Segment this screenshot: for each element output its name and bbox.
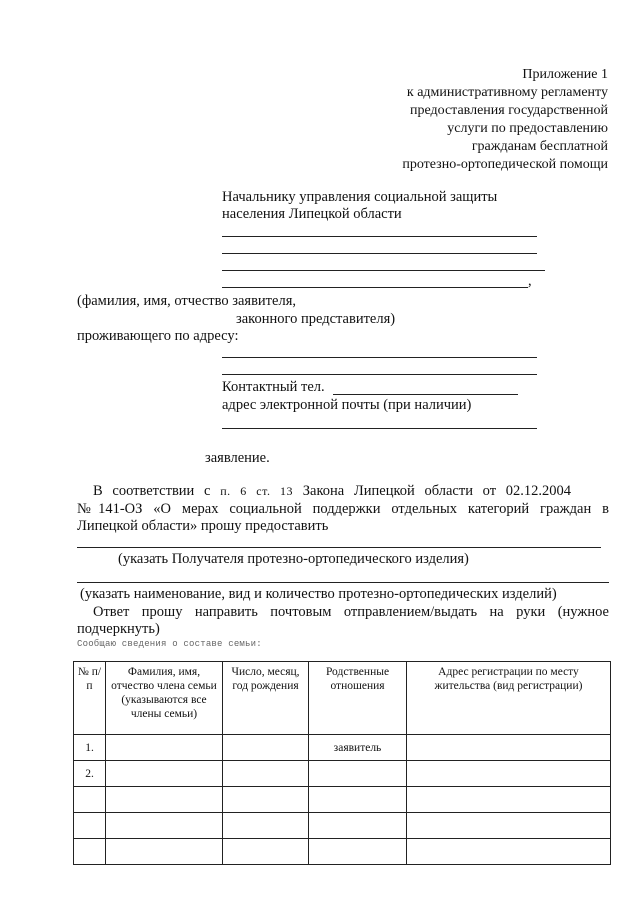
applicant-blank-line[interactable] <box>222 253 537 254</box>
header-address: Адрес регистрации по месту жительства (вид регистрации) <box>407 662 611 735</box>
cell-address[interactable] <box>407 813 611 839</box>
phone-blank-line[interactable] <box>333 394 518 395</box>
cell-relation[interactable] <box>309 787 407 813</box>
address-blank-line[interactable] <box>222 357 537 358</box>
cell-relation[interactable] <box>309 761 407 787</box>
table-row <box>74 761 611 787</box>
law-reference: п. 6 ст. 13 <box>220 484 294 498</box>
header-number: № п/п <box>74 662 106 735</box>
addressee-line-2: населения Липецкой области <box>222 206 402 222</box>
cell-birthdate[interactable] <box>223 839 309 865</box>
addressee-line-1: Начальнику управления социальной защиты <box>222 189 498 205</box>
family-note: Сообщаю сведения о составе семьи: <box>77 639 262 649</box>
cell-number: 2. <box>74 761 106 787</box>
cell-birthdate[interactable] <box>223 787 309 813</box>
recipient-blank-line[interactable] <box>77 547 601 548</box>
address-blank-line[interactable] <box>222 374 537 375</box>
appendix-line: к административному регламенту <box>406 85 608 100</box>
applicant-blank-line[interactable] <box>222 236 537 237</box>
cell-name[interactable] <box>106 735 223 761</box>
cell-address[interactable] <box>407 787 611 813</box>
appendix-line: Приложение 1 <box>522 67 608 82</box>
body-p2-line2: подчеркнуть) <box>77 621 160 637</box>
cell-number <box>74 787 106 813</box>
body-text: Закона Липецкой области от 02.12.2004 <box>302 483 572 499</box>
cell-address[interactable] <box>407 735 611 761</box>
body-text: В соответствии с <box>93 483 211 499</box>
email-blank-line[interactable] <box>222 428 537 429</box>
email-label: адрес электронной почты (при наличии) <box>222 397 472 413</box>
body-p1-line3: Липецкой области» прошу предоставить <box>77 518 329 534</box>
appendix-line: гражданам бесплатной <box>471 139 608 154</box>
applicant-blank-line[interactable] <box>222 270 545 271</box>
cell-relation: заявитель <box>309 735 407 761</box>
cell-name[interactable] <box>106 761 223 787</box>
appendix-line: предоставления государственной <box>409 103 608 118</box>
cell-number: 1. <box>74 735 106 761</box>
cell-birthdate[interactable] <box>223 735 309 761</box>
table-header-row <box>74 662 611 735</box>
applicant-blank-line[interactable] <box>222 287 528 288</box>
items-blank-line[interactable] <box>77 582 609 583</box>
cell-name[interactable] <box>106 787 223 813</box>
cell-address[interactable] <box>407 839 611 865</box>
cell-number <box>74 813 106 839</box>
cell-birthdate[interactable] <box>223 813 309 839</box>
cell-relation[interactable] <box>309 813 407 839</box>
header-relation: Родственные отношения <box>309 662 407 735</box>
residing-label: проживающего по адресу: <box>77 328 239 344</box>
items-caption: (указать наименование, вид и количество протезно-ортопедических изделий) <box>80 586 557 602</box>
header-birthdate: Число, месяц, год рождения <box>223 662 309 735</box>
body-p1-line1 <box>93 482 571 500</box>
recipient-caption: (указать Получателя протезно-ортопедического изделия) <box>118 551 469 567</box>
table-row <box>74 787 611 813</box>
cell-birthdate[interactable] <box>223 761 309 787</box>
family-table <box>73 661 611 865</box>
cell-name[interactable] <box>106 813 223 839</box>
header-name: Фамилия, имя, отчество члена семьи (указываются все члены семьи) <box>106 662 223 735</box>
trailing-comma: , <box>528 273 532 289</box>
appendix-line: услуги по предоставлению <box>447 121 608 136</box>
applicant-caption-2: законного представителя) <box>236 311 396 327</box>
appendix-line: протезно-ортопедической помощи <box>402 157 608 172</box>
table-row <box>74 735 611 761</box>
cell-number <box>74 839 106 865</box>
table-row <box>74 839 611 865</box>
phone-label: Контактный тел. <box>222 379 325 395</box>
appendix-header <box>402 66 608 174</box>
cell-name[interactable] <box>106 839 223 865</box>
cell-address[interactable] <box>407 761 611 787</box>
cell-relation[interactable] <box>309 839 407 865</box>
document-title: заявление. <box>205 450 270 466</box>
table-row <box>74 813 611 839</box>
applicant-caption-1: (фамилия, имя, отчество заявителя, <box>77 293 296 309</box>
body-p2-line1: Ответ прошу направить почтовым отправлением/выдать на руки (нужное <box>93 604 609 620</box>
body-p1-line2: №141-ОЗ «О мерах социальной поддержки отдельных категорий граждан в <box>77 501 609 517</box>
